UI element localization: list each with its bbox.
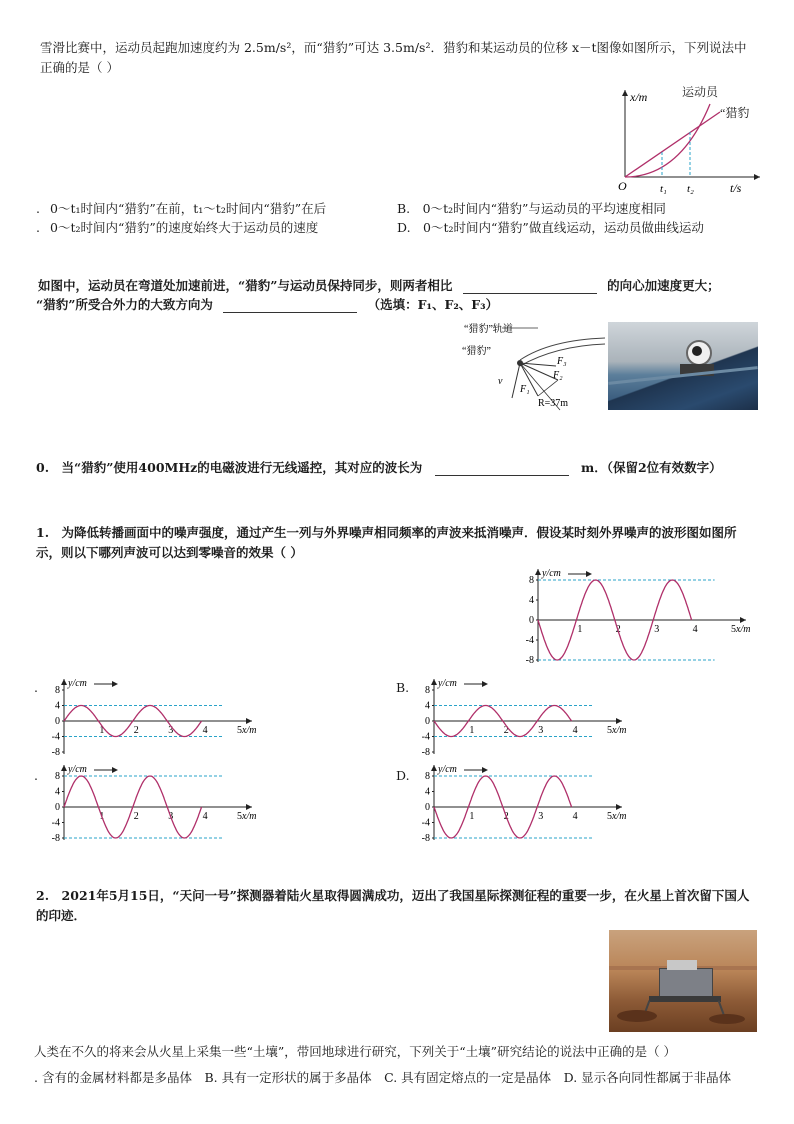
direction-arrowhead [112, 681, 118, 687]
q8-graph-t2: t₂ [687, 183, 694, 195]
q9-line2-end: （选填：F₁、F₂、F₃） [367, 297, 499, 312]
x-tick-label: 3 [538, 725, 544, 736]
wave-plot-B [404, 676, 634, 758]
x-tick-label: 3 [168, 811, 174, 822]
q8-bullet-c: . [36, 220, 40, 235]
x-tick-label: 2 [503, 811, 509, 822]
q9-v-label: v [498, 376, 503, 387]
q10-blank[interactable] [435, 461, 569, 476]
x-axis-arrow [740, 617, 746, 623]
y-tick-label: 8 [425, 685, 430, 696]
q12-options: . 含有的金属材料都是多晶体 B. 具有一定形状的属于多晶体 C. 具有固定熔点的一定是晶体 D. 显示各向同性都属于非晶体 [34, 1070, 732, 1085]
wave-plot-C [34, 762, 264, 844]
x-axis-arrow [246, 804, 252, 810]
x-tick-label: 3 [654, 624, 660, 635]
y-axis-arrow [431, 765, 437, 771]
y-tick-label: 0 [425, 802, 430, 813]
y-tick-label: 0 [55, 716, 60, 727]
q11-wave-b [404, 676, 634, 762]
y-axis-label: y/cm [68, 678, 87, 689]
x-axis-arrow [246, 718, 252, 724]
x-axis-label: x/m [242, 811, 257, 822]
q8-graph-xlabel: t/s [730, 181, 742, 195]
x-axis-label: x/m [612, 725, 627, 736]
x-tick-label: 1 [99, 811, 105, 822]
q12-sub-question: 人类在不久的将来会从火星上采集一些“土壤”，带回地球进行研究，下列关于“土壤”研究结论的说法中正确的是（ ） [34, 1044, 677, 1059]
y-tick-label: 4 [529, 595, 534, 606]
q10-text: 0. 当“猎豹”使用400MHz的电磁波进行无线遥控，其对应的波长为 [36, 460, 423, 475]
y-tick-label: -8 [421, 747, 430, 758]
q12-line1: 2. 2021年5月15日，“天问一号”探测器着陆火星取得圆满成功，迈出了我国星际探测征程的重要一步，在火星上首次留下国人 [36, 888, 750, 903]
y-tick-label: -8 [421, 833, 430, 844]
q8-option-c: 0～t₂时间内“猎豹”的速度始终大于运动员的速度 [50, 220, 319, 235]
q9-line2-text: “猎豹”所受合外力的大致方向为 [36, 297, 213, 312]
x-axis-label: x/m [736, 624, 751, 635]
q8-cheetah-line [625, 112, 720, 177]
q8-xt-graph [610, 82, 770, 200]
q10-text-end: m．（保留2位有效数字） [581, 460, 722, 475]
q8-option-d: D. 0～t₂时间内“猎豹”做直线运动，运动员做曲线运动 [397, 220, 704, 235]
q8-bullet-a: . [36, 201, 40, 216]
q8-graph-t1: t₁ [660, 183, 667, 195]
y-axis-arrow [61, 765, 67, 771]
q8-stem-line1: 雪滑比赛中，运动员起跑加速度约为 2.5m/s²，而“猎豹”可达 3.5m/s²．猎豹和某运动员的位移 x－t图像如图所示，下列说法中 [40, 40, 747, 55]
q11-line1: 1. 为降低转播画面中的噪声强度，通过产生一列与外界噪声相同频率的声波来抵消噪声．假设某时刻外界噪声的波形图如图所 [36, 525, 737, 540]
q9-line1-end: 的向心加速度更大； [607, 278, 720, 293]
y-tick-label: -4 [51, 817, 60, 829]
x-axis-arrow [616, 804, 622, 810]
q11-label-b: B. [396, 680, 410, 695]
x-axis-label: x/m [242, 725, 257, 736]
y-tick-label: 4 [55, 700, 60, 712]
q9-f3-label: F₃ [557, 356, 567, 367]
y-axis-label: y/cm [68, 764, 87, 775]
direction-arrowhead [482, 681, 488, 687]
y-tick-label: 4 [425, 786, 430, 798]
y-tick-label: -8 [51, 833, 60, 844]
y-tick-label: -4 [525, 635, 534, 646]
direction-arrowhead [586, 571, 592, 577]
y-tick-label: 0 [529, 615, 534, 626]
q9-blank-1[interactable] [463, 279, 597, 294]
q11-wave-reference [508, 566, 758, 670]
q11-label-a: . [34, 680, 38, 695]
x-tick-label: 1 [469, 811, 475, 822]
x-tick-label: 4 [572, 725, 578, 736]
q8-graph-cheetah-label: “猎豹 [720, 106, 750, 120]
q9-cheetah-label: “猎豹” [462, 346, 491, 357]
y-tick-label: 0 [425, 716, 430, 727]
q11-line2: 示，则以下哪列声波可以达到零噪音的效果（ ） [36, 545, 303, 560]
y-tick-label: -8 [525, 655, 534, 666]
q9-f1-label: F₁ [520, 384, 530, 395]
x-tick-label: 1 [469, 725, 475, 736]
x-tick-label: 5 [607, 811, 612, 822]
q11-label-c: . [34, 768, 38, 783]
wave-plot-reference [508, 566, 758, 666]
x-tick-label: 5 [237, 725, 242, 736]
x-tick-label: 2 [615, 624, 621, 635]
x-tick-label: 5 [731, 624, 736, 635]
y-axis-arrow [431, 679, 437, 685]
q11-label-d: D. [396, 768, 410, 783]
q9-line1-text: 如图中，运动员在弯道处加速前进，“猎豹”与运动员保持同步，则两者相比 [38, 278, 453, 293]
wave-plot-A [34, 676, 264, 758]
q9-force-diagram [460, 318, 605, 413]
x-axis-label: x/m [612, 811, 627, 822]
q8-graph-ylabel: x/m [630, 90, 648, 104]
y-tick-label: 8 [425, 771, 430, 782]
x-tick-label: 4 [692, 624, 698, 635]
y-axis-arrow [535, 569, 541, 575]
y-axis-label: y/cm [542, 568, 561, 579]
y-tick-label: 0 [55, 802, 60, 813]
x-tick-label: 3 [168, 725, 174, 736]
y-tick-label: 4 [425, 700, 430, 712]
q9-f2-label: F₂ [553, 370, 563, 381]
x-tick-label: 1 [99, 725, 105, 736]
x-axis-arrow [616, 718, 622, 724]
y-tick-label: -4 [421, 731, 430, 743]
y-tick-label: -4 [421, 817, 430, 829]
x-tick-label: 4 [202, 811, 208, 822]
q11-wave-d [404, 762, 634, 848]
y-axis-arrow [61, 679, 67, 685]
q11-wave-c [34, 762, 264, 848]
x-tick-label: 4 [202, 725, 208, 736]
q8-option-a: 0～t₁时间内“猎豹”在前，t₁～t₂时间内“猎豹”在后 [50, 201, 327, 216]
y-tick-label: 4 [55, 786, 60, 798]
y-tick-label: 8 [55, 771, 60, 782]
q10-line [36, 460, 722, 476]
q9-line2 [36, 297, 498, 313]
q8-graph-origin: O [618, 179, 627, 193]
q8-athlete-curve [625, 104, 710, 177]
q8-stem-line2: 正确的是（ ） [40, 60, 119, 75]
y-tick-label: -4 [51, 731, 60, 743]
q9-camera-photo [608, 322, 758, 410]
direction-arrowhead [112, 767, 118, 773]
q9-r-label: R=37m [538, 398, 569, 409]
q8-graph-athlete-label: 运动员 [682, 85, 719, 99]
x-tick-label: 5 [237, 811, 242, 822]
wave-plot-D [404, 762, 634, 844]
q8-option-b: B. 0～t₂时间内“猎豹”与运动员的平均速度相同 [397, 201, 666, 216]
x-tick-label: 5 [607, 725, 612, 736]
q12-mars-lander-photo [609, 930, 757, 1032]
y-tick-label: 8 [529, 575, 534, 586]
x-tick-label: 2 [133, 811, 139, 822]
y-tick-label: 8 [55, 685, 60, 696]
q9-blank-2[interactable] [223, 298, 357, 313]
y-axis-label: y/cm [438, 764, 457, 775]
q12-line2: 的印迹． [36, 908, 87, 923]
q11-wave-a [34, 676, 264, 762]
q9-track-label: “猎豹”轨道 [464, 324, 513, 335]
q9-line1 [38, 278, 720, 294]
x-tick-label: 2 [503, 725, 509, 736]
direction-arrowhead [482, 767, 488, 773]
y-tick-label: -8 [51, 747, 60, 758]
x-tick-label: 3 [538, 811, 544, 822]
x-tick-label: 1 [577, 624, 583, 635]
x-tick-label: 2 [133, 725, 139, 736]
y-axis-label: y/cm [438, 678, 457, 689]
x-tick-label: 4 [572, 811, 578, 822]
